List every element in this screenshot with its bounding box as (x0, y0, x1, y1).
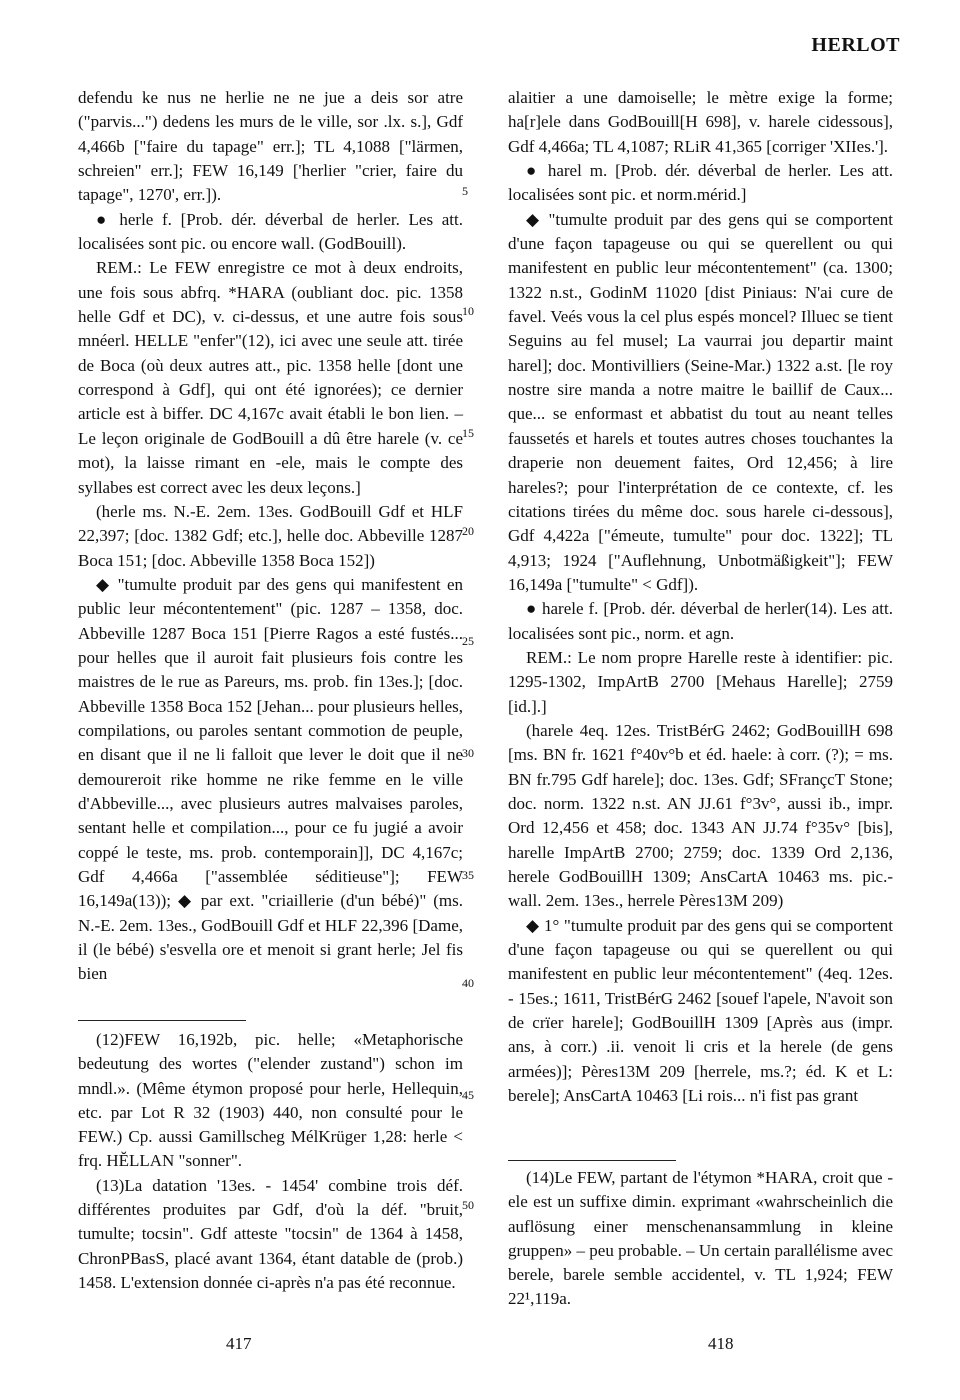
right-footnotes (508, 1166, 893, 1312)
line-number-40: 40 (462, 976, 474, 990)
entry-harel: ● harel m. [Prob. dér. déverbal de herler. Les att. localisées sont pic. et norm.mérid.] (508, 161, 893, 205)
right-paragraph-1: alaitier a une damoiselle; le mètre exige la forme; ha[r]ele dans GodBouill[H 698], v. harele cidessous], Gdf 4,466a; TL 4,1087; RLiR 41,365 [corriger 'XIIes.']. (508, 88, 893, 156)
page-number-right: 418 (708, 1334, 734, 1353)
line-number-5: 5 (462, 184, 468, 198)
sense-herle: ◆ "tumulte produit par des gens qui manifestent en public leur mécontentement" (pic. 1287 – 1358, doc. Abbeville 1287 Boca 151 [Pierre Ragos a esté fustés... pour helles que il auroit fait plusieurs fois contre les maistres de le rue as Pareurs, ms. prob. fin 13es.]; [doc. Abbeville 1358 Boca 152 [Jehan... pour plusieurs helles, compilations, ou paroles sentant commotion de peuple, en disant que il ne li falloit que lever le doit que il ne demoureroit rike homme ne rike femme en le ville d'Abbeville..., avec plusieurs autres malvaises paroles, sentant helle et compilation..., pour ce fu jugié a avoir coppé le teste, ms. prob. contemporain]], DC 4,167c; Gdf 4,466a ["assemblée séditieuse"]; FEW 16,149a(13)); ◆ par ext. "criaillerie (d'un bébé)" (ms. N.-E. 2em. 13es., GodBouill Gdf et HLF 22,396 [Dame, il (le bébé) s'esvella ore et menoit si grant herle; Jel fis bien (78, 574, 463, 984)
line-number-45: 45 (462, 1088, 474, 1102)
left-footnotes (78, 1028, 463, 1295)
line-number-10: 10 (462, 304, 474, 318)
line-number-30: 30 (462, 746, 474, 760)
footnote-rule-left (78, 1020, 246, 1021)
footnote-rule-right (508, 1160, 676, 1161)
line-number-20: 20 (462, 524, 474, 538)
footnote-13: (13)La datation '13es. - 1454' combine trois déf. différentes produites par Gdf, d'où la déf. "bruit, tumulte; tocsin". Gdf atteste "tocsin" de 1364 à 1458, ChronPBasS, placé avant 1364, étant datable de (prob.) 1458. L'extension donnée ci-après n'a pas été reconnue. (78, 1175, 463, 1292)
entry-harele: ● harele f. [Prob. dér. déverbal de herler(14). Les att. localisées sont pic., norm. et agn. (508, 599, 893, 643)
page-number-left: 417 (226, 1334, 252, 1353)
right-column (508, 86, 893, 1108)
remark-harele: REM.: Le nom propre Harelle reste à identifier: pic. 1295-1302, ImpArtB 2700 [Mehaus Harelle]; 2759 [id.].] (508, 647, 893, 716)
forms-harele: (harele 4eq. 12es. TristBérG 2462; GodBouillH 698 [ms. BN fr. 1621 f°40v°b et éd. haele: à corr. (?); = ms. BN fr.795 Gdf harele]; doc. 13es. Gdf; SFrançcT Stone; doc. norm. 1322 n.st. AN JJ.61 f°3v°, aussi ib., impr. Ord 12,456 et 458; doc. 1343 AN JJ.74 f°35v° [bis], harelle ImpArtB 2700; 2759; doc. 1339 Ord 2,136, herele GodBouillH 1309; AnsCartA 10463 ms. pic.-wall. 2em. 13es., herrele Pères13M 209) (508, 720, 893, 911)
forms-herle: (herle ms. N.-E. 2em. 13es. GodBouill Gdf et HLF 22,397; [doc. 1382 Gdf; etc.], helle doc. Abbeville 1287 Boca 151; [doc. Abbeville 1358 Boca 152]) (78, 501, 463, 570)
running-head: HERLOT (811, 34, 900, 56)
line-number-15: 15 (462, 426, 474, 440)
entry-herle: ● herle f. [Prob. dér. déverbal de herler. Les att. localisées sont pic. ou encore wall. (GodBouill). (78, 209, 463, 254)
line-number-50: 50 (462, 1198, 474, 1212)
left-column (78, 86, 463, 987)
line-number-25: 25 (462, 634, 474, 648)
sense-harele: ◆ 1° "tumulte produit par des gens qui se comportent d'une façon tapageuse ou qui se querellent ou qui manifestent en public leur mécontentement" (4eq. 12es. - 15es.; 1611, TristBérG 2462 [souef l'apele, N'avoit son de crïer harele]; GodBouillH 1309 [Après aus (impr. ans, à corr.) .ii. venoit li cris et la herele (de gens armées)]; Pères13M 209 [herrele, ms.?; éd. K et L: berele]; AnsCartA 10463 [Li rois... n'i fist pas grant (508, 915, 893, 1106)
line-number-35: 35 (462, 868, 474, 882)
footnote-14: (14)Le FEW, partant de l'étymon *HARA, croit que -ele est un suffixe dimin. exprimant «wahrscheinlich die auflösung einer menschenansammlung in kleine gruppen» – peu probable. – Un certain parallélisme avec berele, barele semble accidentel, v. TL 1,924; FEW 22¹,119a. (508, 1168, 893, 1309)
remark-herle: REM.: Le FEW enregistre ce mot à deux endroits, une fois sous abfrq. *HARA (oubliant doc. pic. 1358 helle Gdf et DC), v. ci-dessus, et une autre fois sous mnéerl. HELLE "enfer"(12), ici avec une seule att. tirée de Boca (où deux autres att., pic. 1358 helle [dont une correspond à Gdf], qui ont été ignorées); ce dernier article est à biffer. DC 4,167c avait établi le bon lien. – Le leçon originale de GodBouill a dû être harele (v. ce mot), la laisse rimant en -ele, mais le compte des syllabes est correct avec les deux leçons.] (78, 258, 463, 497)
footnote-12: (12)FEW 16,192b, pic. helle; «Metaphorische bedeutung des wortes ("elender zustand") schon im mndl.». (Même étymon proposé pour herle, Hellequin, etc. par Lot R 32 (1903) 440, non consulté pour le FEW.) Cp. aussi Gamillscheg MélKrüger 1,28: herle < frq. HĔLLAN "sonner". (78, 1030, 463, 1171)
sense-harel: ◆ "tumulte produit par des gens qui se comportent d'une façon tapageuse ou qui se querellent ou qui manifestent en public leur mécontentement" (ca. 1300; 1322 n.st., GodinM 11020 [dist Piniaus: N'ai cure de favel. Veés vous la cel plus espés moncel? Illuec se tient Seguins au fel musel; La vaurrai jou departir maint harel]; doc. Montivilliers (Seine-Mar.) 1322 a.st. [le roy nostre sire manda a notre maitre le baillif de Caux... que... se enformast et abbatist du tout au neant telles faussetés et harels et toutes autres choses touchantes la draperie non deuement faites, Ord 12,456; à lire hareles?; pour l'interprétation de ce contexte, cf. les citations tirées du même doc. sous harele ci-dessous], Gdf 4,422a ["émeute, tumulte" pour doc. 1322]; TL 4,913; 1924 ["Auflehnung, Unbotmäßigkeit"]; FEW 16,149a ["tumulte" < Gdf]). (508, 209, 893, 594)
left-paragraph-1: defendu ke nus ne herlie ne ne jue a deis sor atre ("parvis...") dedens les murs de le ville, sor .lx. s.], Gdf 4,466b ["faire du tapage" err.]; TL 4,1088 ["lärmen, schreien" err.]; FEW 16,149 ['herlier "crier, faire du tapage", 1270', err.]). (78, 88, 463, 205)
